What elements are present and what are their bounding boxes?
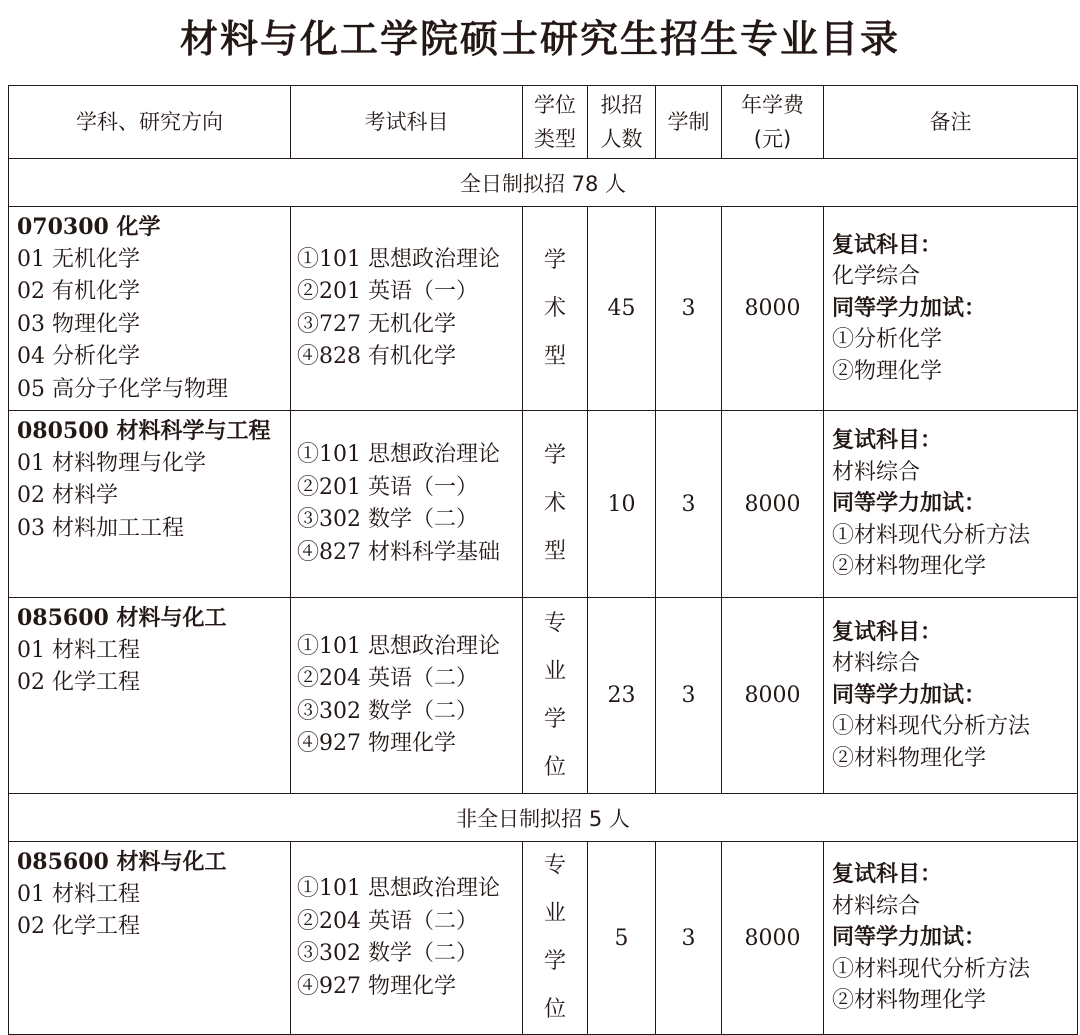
degree-type-char: 型 [543,539,566,564]
extra-exam: ②材料物理化学 [832,745,987,771]
quota-cell: 5 [588,842,656,1035]
table-row [9,411,1078,598]
retest-subject: 材料综合 [832,651,921,677]
header-fee [722,86,824,159]
header-text: 类型 [534,127,576,151]
discipline-cell [9,207,291,411]
discipline-code: 085600 材料与化工 [17,849,227,875]
degree-type-char: 专 [543,853,566,878]
retest-subject: 材料综合 [832,459,921,485]
duration-cell: 3 [656,598,722,794]
exam-subject: ④828 有机化学 [297,344,456,369]
exam-subject: ③302 数学（二） [297,507,478,532]
exam-subject: ③302 数学（二） [297,698,478,724]
discipline-cell [9,598,291,794]
degree-type-cell [523,842,588,1035]
research-direction: 01 材料工程 [17,637,140,663]
degree-type-cell [523,411,588,598]
extra-exam: ①材料现代分析方法 [832,714,1031,740]
exam-subject: ③727 无机化学 [297,311,456,337]
exam-subject: ①101 思想政治理论 [297,246,500,272]
header-remarks: 备注 [824,86,1078,159]
research-direction: 02 化学工程 [17,914,140,939]
extra-label: 同等学力加试： [832,490,987,517]
retest-label: 复试科目： [832,427,943,454]
header-discipline: 学科、研究方向 [9,86,291,159]
research-direction: 02 化学工程 [17,670,140,695]
degree-type-cell [523,598,588,794]
header-exam: 考试科目 [291,86,523,159]
research-direction: 03 材料加工工程 [17,515,184,541]
fee-cell: 8000 [722,207,824,411]
exam-subject: ②201 英语（一） [297,279,478,304]
section-label: 全日制拟招 78 人 [9,159,1078,207]
degree-type-char: 位 [543,754,566,780]
exam-cell [291,842,523,1035]
remarks-cell [824,842,1078,1035]
retest-label: 复试科目： [832,861,943,888]
degree-type-char: 术 [543,295,566,321]
extra-exam: ②物理化学 [832,358,943,384]
exam-subject: ④927 物理化学 [297,973,456,999]
fee-cell: 8000 [722,598,824,794]
table-row [9,598,1078,794]
exam-subject: ②201 英语（一） [297,474,478,500]
exam-subject: ②204 英语（二） [297,908,478,934]
exam-subject: ①101 思想政治理论 [297,442,500,467]
research-direction: 01 材料工程 [17,881,140,907]
header-text: (元) [753,127,792,151]
extra-label: 同等学力加试： [832,294,987,321]
research-direction: 02 有机化学 [17,279,140,304]
extra-label: 同等学力加试： [832,924,987,951]
retest-subject: 化学综合 [832,264,921,290]
page-title: 材料与化工学院硕士研究生招生专业目录 [179,16,900,61]
degree-type-char: 学 [543,247,566,273]
degree-type-char: 业 [543,658,566,684]
research-direction: 02 材料学 [17,483,118,508]
remarks-cell [824,207,1078,411]
fee-cell: 8000 [722,842,824,1035]
header-text: 拟招 [600,93,643,117]
duration-cell: 3 [656,207,722,411]
exam-subject: ①101 思想政治理论 [297,876,500,901]
exam-cell [291,207,523,411]
exam-subject: ②204 英语（二） [297,666,478,691]
section-row [9,794,1078,842]
catalog-table [8,85,1078,1035]
research-direction: 05 高分子化学与物理 [17,376,228,402]
extra-exam: ②材料物理化学 [832,554,987,580]
degree-type-char: 业 [543,901,566,926]
degree-type-char: 学 [543,949,566,974]
header-text: 人数 [600,127,643,151]
discipline-cell [9,411,291,598]
quota-cell: 23 [588,598,656,794]
degree-type-char: 型 [543,343,566,369]
table-row [9,207,1078,411]
research-direction: 04 分析化学 [17,344,140,369]
discipline-cell [9,842,291,1035]
exam-cell [291,411,523,598]
degree-type-char: 专 [543,610,566,636]
exam-subject: ③302 数学（二） [297,941,478,966]
quota-cell: 45 [588,207,656,411]
degree-type-char: 学 [543,706,566,732]
extra-exam: ①分析化学 [832,327,943,353]
exam-subject: ④827 材料科学基础 [297,539,500,565]
discipline-code: 085600 材料与化工 [17,605,227,631]
extra-exam: ①材料现代分析方法 [832,956,1031,982]
duration-cell: 3 [656,411,722,598]
header-row [9,86,1078,159]
research-direction: 01 无机化学 [17,246,140,272]
fee-cell: 8000 [722,411,824,598]
exam-subject: ①101 思想政治理论 [297,633,500,659]
extra-exam: ①材料现代分析方法 [832,522,1031,548]
extra-label: 同等学力加试： [832,681,987,708]
table-row [9,842,1078,1035]
remarks-cell [824,598,1078,794]
discipline-code: 070300 化学 [17,214,161,240]
header-quota [588,86,656,159]
exam-cell [291,598,523,794]
header-degree-type [523,86,588,159]
header-text: 学位 [534,93,576,117]
header-duration: 学制 [656,86,722,159]
degree-type-cell [523,207,588,411]
degree-type-char: 学 [543,443,566,468]
section-row [9,159,1078,207]
header-text: 年学费 [741,93,804,117]
exam-subject: ④927 物理化学 [297,731,456,756]
section-label: 非全日制拟招 5 人 [9,794,1078,842]
discipline-code: 080500 材料科学与工程 [17,418,271,444]
retest-label: 复试科目： [832,618,943,645]
retest-label: 复试科目： [832,231,943,258]
retest-subject: 材料综合 [832,893,921,919]
extra-exam: ②材料物理化学 [832,988,987,1014]
remarks-cell [824,411,1078,598]
degree-type-char: 位 [543,997,566,1022]
research-direction: 03 物理化学 [17,311,140,337]
research-direction: 01 材料物理与化学 [17,450,206,476]
degree-type-char: 术 [543,491,566,516]
quota-cell: 10 [588,411,656,598]
duration-cell: 3 [656,842,722,1035]
